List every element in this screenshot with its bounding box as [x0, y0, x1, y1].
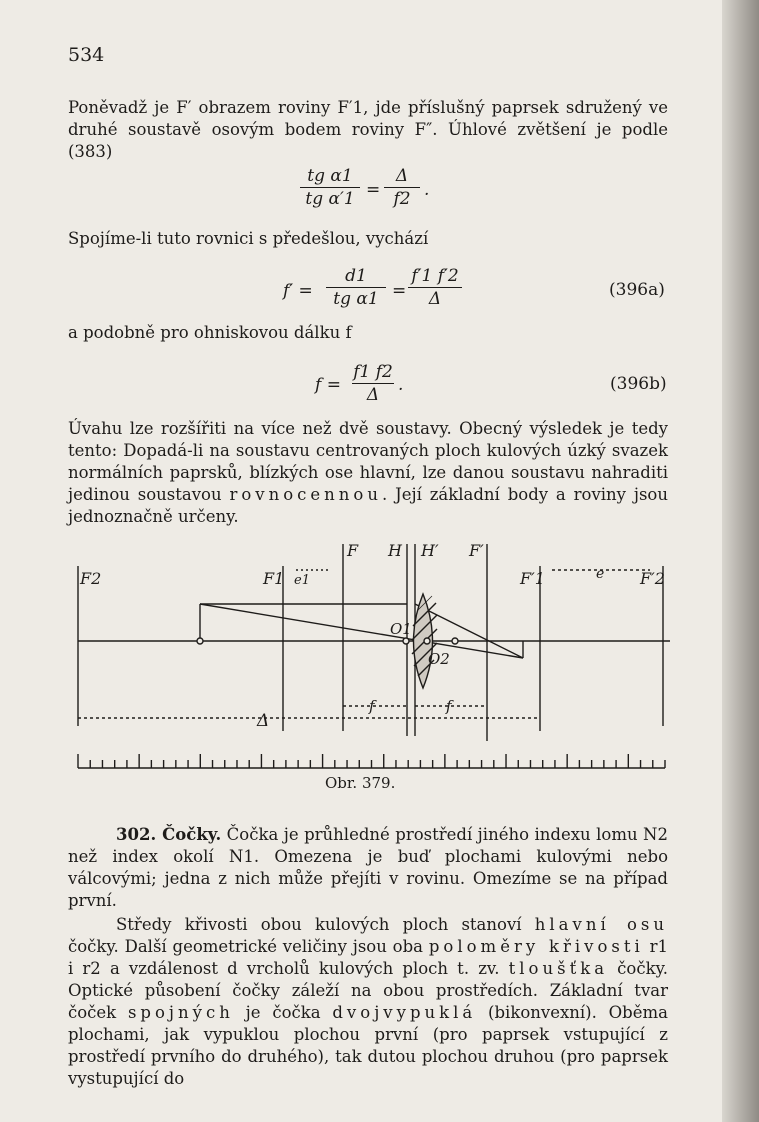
eq3-end: .	[398, 375, 404, 395]
p6-t2: čočky. Další geometrické veličiny jsou oba	[68, 937, 429, 956]
label-delta: Δ	[257, 711, 270, 731]
p6-s2: poloměry křivosti	[428, 937, 644, 956]
label-O2: O2	[428, 650, 450, 668]
section-text: Čočka je průhledné prostředí jiného indexu lomu N2 než index okolí N1. Omezena je buď plochami kulovými nebo válcovými; jedna z nich může přejíti v rovinu. Omezíme se na případ první.	[68, 825, 668, 910]
label-e: e	[596, 566, 605, 582]
book-spine-shadow	[722, 0, 759, 1122]
eq1-equals: =	[366, 180, 381, 200]
figure-caption: Obr. 379.	[325, 774, 396, 792]
label-F-prime: F′	[469, 541, 484, 560]
eq3-tag: (396b)	[610, 374, 667, 394]
paragraph-4	[68, 418, 668, 528]
eq1-num-b: Δ	[395, 166, 409, 186]
paragraph-4-spaced: rovnocennou	[229, 485, 382, 504]
eq2-num-a: d1	[345, 266, 367, 286]
paragraph-4-text-a: Úvahu lze rozšířiti na více než dvě soustavy. Obecný výsledek je tedy tento: Dopadá-li na soustavu centrovaných ploch kulových úzký svazek normálních paprsků, blízkých ose hlavní, lze danou soustavu nahraditi jedinou soustavou	[68, 419, 668, 504]
eq1-den-a: tg α′1	[305, 189, 355, 209]
eq1-num-a: tg α1	[307, 166, 353, 186]
label-F2-prime: F′2	[640, 569, 665, 588]
figure-379	[60, 536, 680, 776]
p6-s5: dvojvypuklá	[332, 1003, 477, 1022]
page-number: 534	[68, 44, 105, 66]
eq3-fraction	[352, 362, 394, 405]
label-F1: F1	[263, 569, 285, 588]
eq1-end: .	[424, 180, 430, 200]
p6-t5: je čočka	[233, 1003, 333, 1022]
p6-t1: Středy křivosti obou kulových ploch stanoví	[116, 915, 535, 934]
scale-ticks	[78, 754, 665, 768]
paragraph-6	[68, 914, 668, 1090]
p6-s3: tloušťka	[508, 959, 609, 978]
ray-central	[200, 604, 523, 658]
label-H: H	[388, 541, 402, 560]
point-axis-a	[452, 638, 458, 644]
label-F: F	[347, 541, 359, 560]
eq1-fraction-a	[300, 166, 360, 209]
section-heading: 302. Čočky.	[116, 825, 222, 844]
eq2-num-b: f′1 f′2	[411, 266, 459, 286]
label-H-prime: H′	[421, 541, 439, 560]
eq2-fraction-a	[326, 266, 386, 309]
label-e1: e1	[294, 573, 310, 588]
eq2-tag: (396a)	[609, 280, 665, 300]
p6-t4: čočky. Optické působení čočky záleží na obou prostředích. Základní tvar čoček	[68, 959, 668, 1022]
p6-t3: r1 i r2 a vzdálenost d vrcholů kulových ploch t. zv.	[68, 937, 668, 978]
p6-s1: hlavní osu	[534, 915, 668, 934]
eq3-den: Δ	[366, 385, 380, 405]
label-F2: F2	[80, 569, 102, 588]
eq1-fraction-b	[384, 166, 420, 209]
paragraph-4-text-b: . Její základní body a roviny jsou jednoznačně určeny.	[68, 485, 668, 526]
eq2-den-a: tg α1	[333, 289, 379, 309]
point-object	[197, 638, 203, 644]
eq2-fraction-b	[408, 266, 462, 309]
p6-t6: (bikonvexní). Oběma plochami, jak vypuklou plochou první (pro paprsek vstupující z prostředí prvního do druhého), tak dutou plochou druhou (pro paprsek vystupující do	[68, 1003, 668, 1088]
eq2-den-b: Δ	[428, 289, 442, 309]
point-O2	[424, 638, 430, 644]
paragraph-3: a podobně pro ohniskovou dálku f	[68, 323, 352, 342]
point-O1	[403, 638, 409, 644]
eq3-lhs: f =	[315, 375, 341, 395]
section-302	[68, 824, 668, 912]
label-f-right: f	[446, 697, 452, 715]
paragraph-2: Spojíme-li tuto rovnici s předešlou, vychází	[68, 229, 429, 248]
label-F1-prime: F′1	[520, 569, 545, 588]
eq2-equals: =	[392, 281, 407, 301]
eq2-lhs: f′ =	[283, 281, 313, 301]
paragraph-1: Poněvadž je F′ obrazem roviny F′1, jde příslušný paprsek sdružený ve druhé soustavě osovým bodem roviny F″. Úhlové zvětšení je podle (383)	[68, 98, 668, 161]
p6-s4: spojných	[127, 1003, 234, 1022]
eq3-num: f1 f2	[353, 362, 393, 382]
label-f-left: f	[369, 697, 375, 715]
label-O1: O1	[390, 620, 412, 638]
eq1-den-b: f2	[393, 189, 411, 209]
